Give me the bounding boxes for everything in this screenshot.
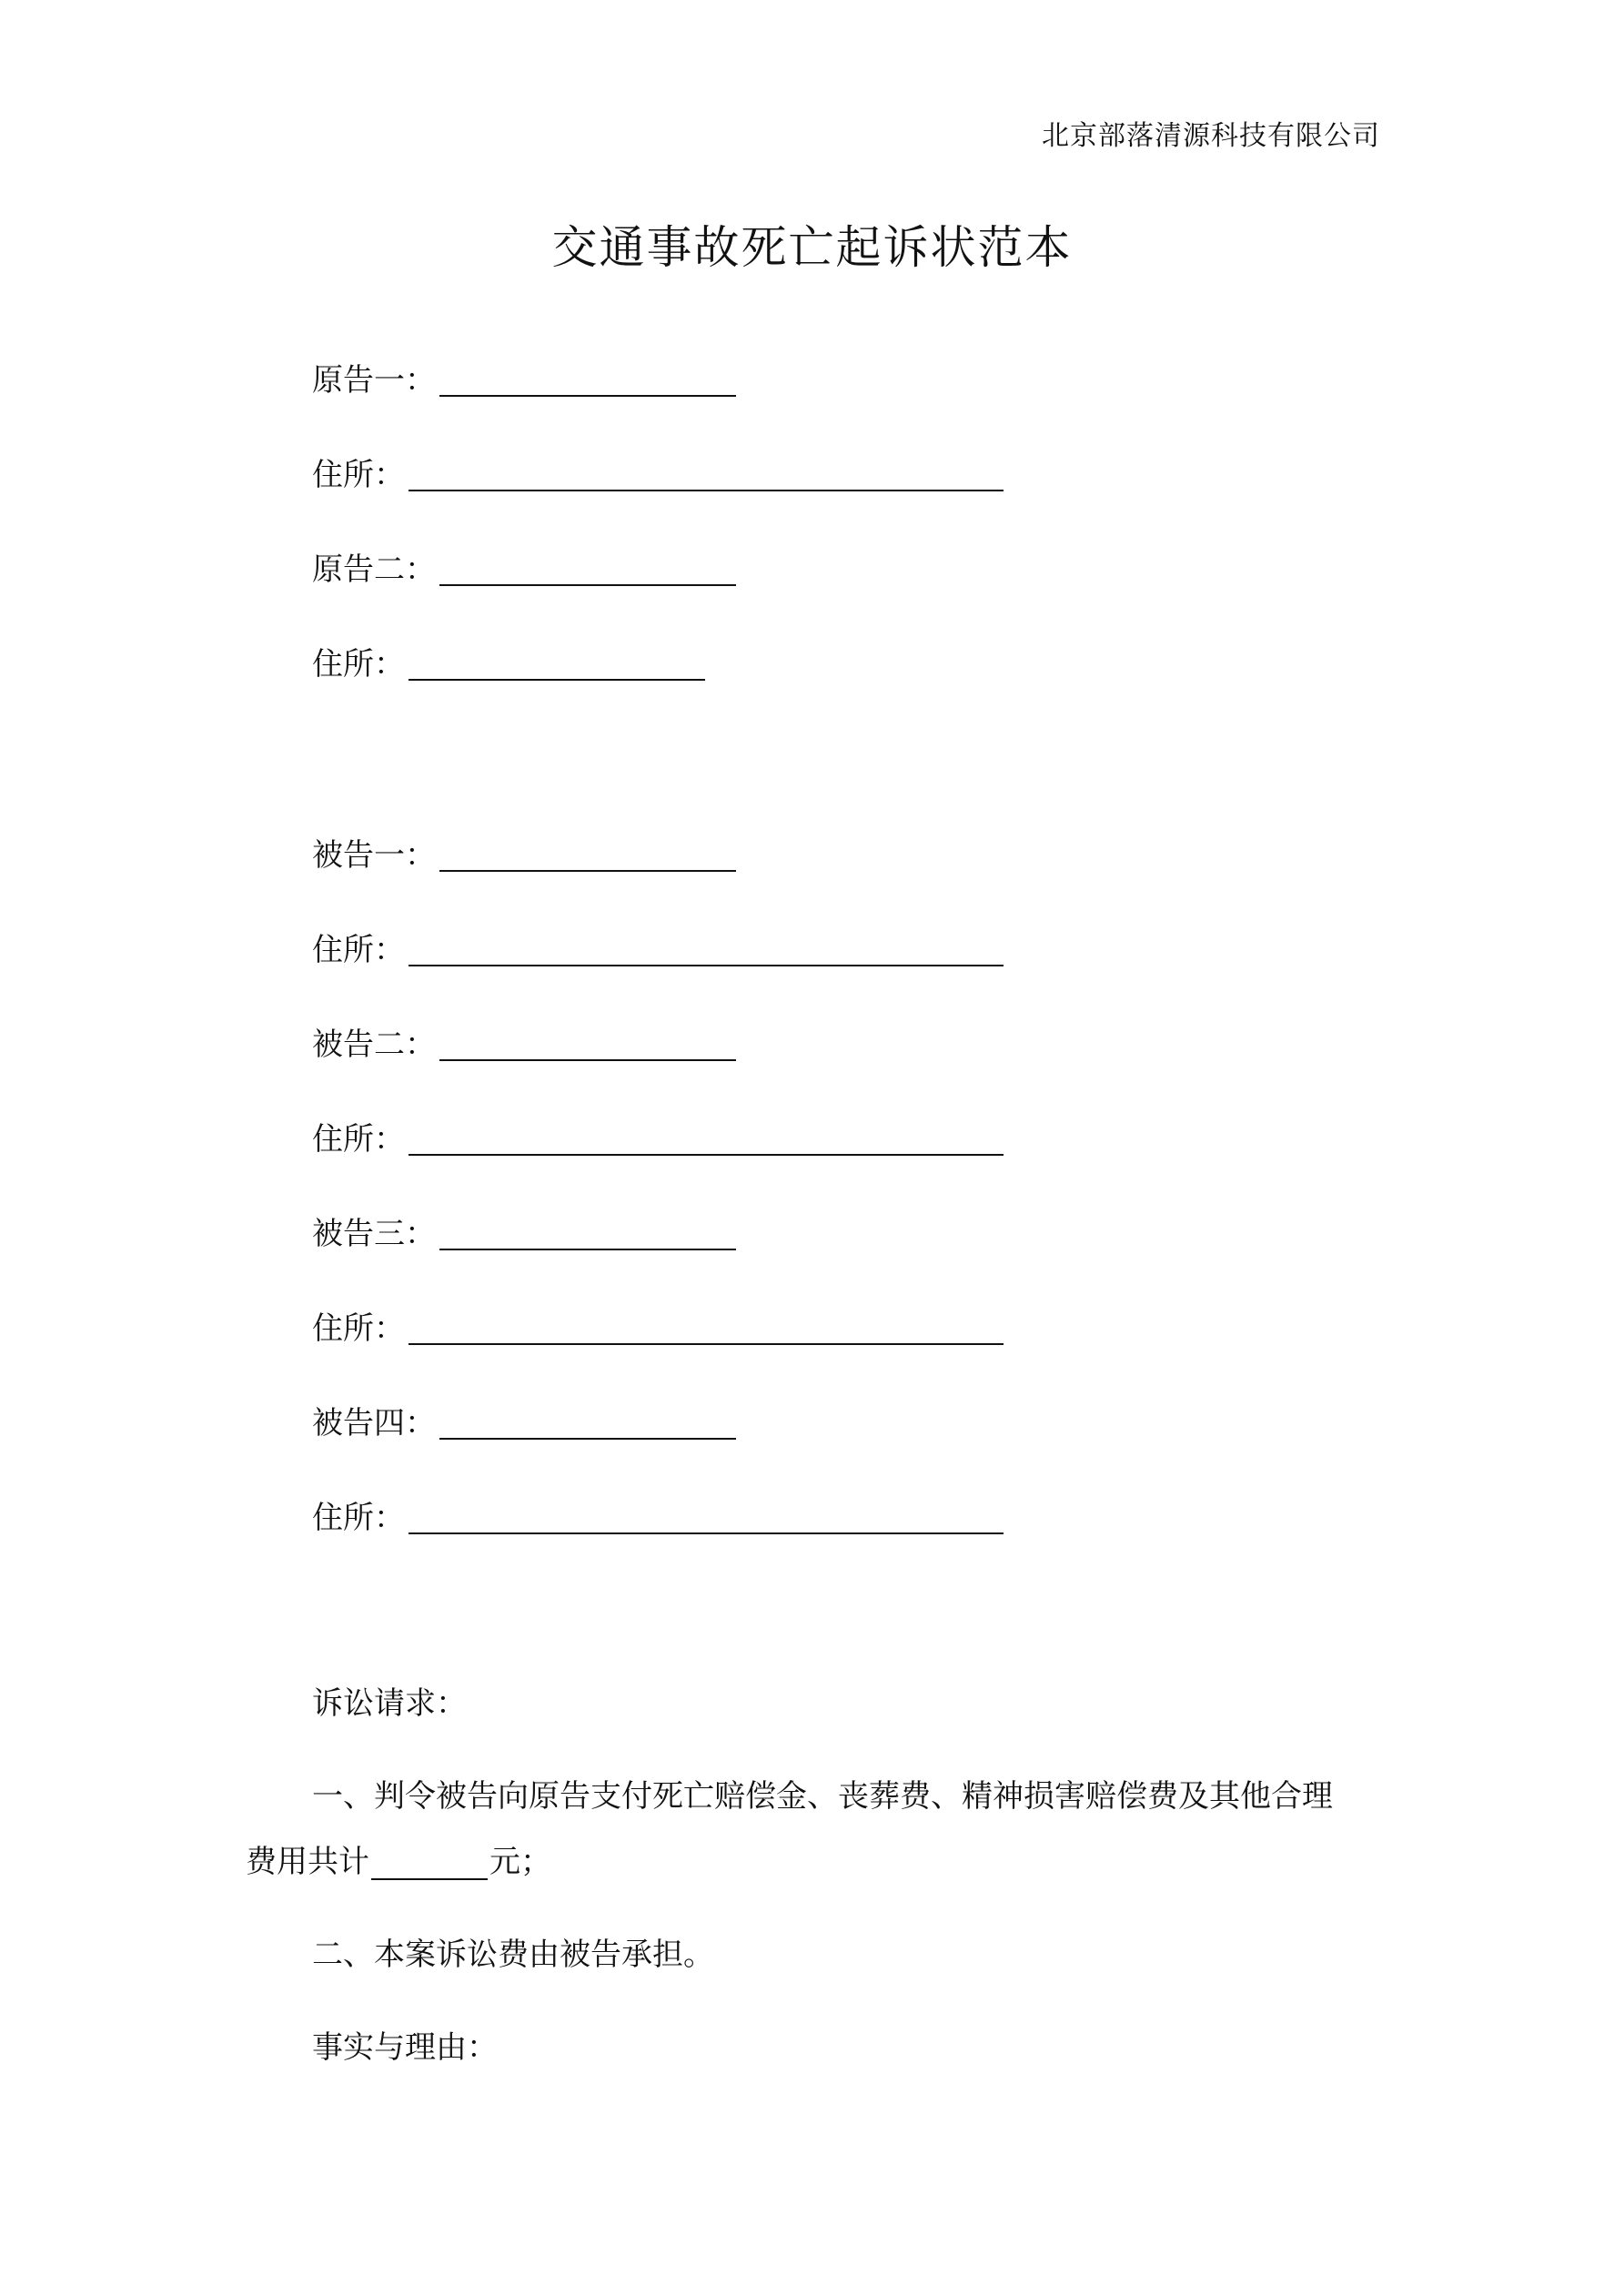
defendant4-address-field [312,1491,1004,1536]
defendant1-label: 被告一： [312,837,436,874]
defendant3-address-label: 住所： [312,1310,405,1347]
facts-heading: 事实与理由： [312,2029,498,2066]
plaintiff1-address-label: 住所： [312,457,405,493]
defendant3-address-blank[interactable] [409,1310,1004,1345]
plaintiff1-field [312,353,736,399]
defendant3-field [312,1207,736,1252]
plaintiff1-label: 原告一： [312,362,436,399]
defendant4-field [312,1396,736,1441]
defendant1-field [312,828,736,874]
claims-heading: 诉讼请求： [312,1685,467,1722]
defendant3-label: 被告三： [312,1216,436,1252]
defendant4-blank[interactable] [439,1405,736,1440]
defendant4-label: 被告四： [312,1405,436,1441]
plaintiff1-address-field [312,448,1004,493]
defendant1-blank[interactable] [439,837,736,872]
defendant4-address-blank[interactable] [409,1500,1004,1534]
document-title: 交通事故死亡起诉状范本 [551,221,1073,274]
plaintiff2-address-label: 住所： [312,646,405,683]
defendant1-address-field [312,923,1004,968]
plaintiff1-blank[interactable] [439,362,736,397]
plaintiff2-address-blank[interactable] [409,646,705,681]
plaintiff2-address-field [312,637,705,683]
defendant4-address-label: 住所： [312,1500,405,1536]
plaintiff2-blank[interactable] [439,551,736,586]
plaintiff2-label: 原告二： [312,551,436,588]
defendant2-field [312,1017,736,1063]
defendant3-address-field [312,1301,1004,1347]
amount-blank[interactable] [371,1851,488,1880]
claim-item1-suffix: 元； [489,1844,551,1880]
claim-item1-line1: 一、判令被告向原告支付死亡赔偿金、丧葬费、精神损害赔偿费及其他合理 [312,1778,1333,1815]
defendant2-address-label: 住所： [312,1121,405,1158]
defendant1-address-label: 住所： [312,932,405,968]
company-name: 北京部落清源科技有限公司 [1042,120,1380,152]
defendant2-label: 被告二： [312,1027,436,1063]
defendant2-blank[interactable] [439,1027,736,1061]
defendant1-address-blank[interactable] [409,932,1004,966]
plaintiff1-address-blank[interactable] [409,457,1004,491]
defendant3-blank[interactable] [439,1216,736,1250]
defendant2-address-field [312,1112,1004,1158]
claim-item1-line2 [246,1844,551,1880]
plaintiff2-field [312,542,736,588]
claim-item1-prefix: 费用共计 [246,1844,369,1880]
claim-item2: 二、本案诉讼费由被告承担。 [312,1937,714,1973]
defendant2-address-blank[interactable] [409,1121,1004,1156]
